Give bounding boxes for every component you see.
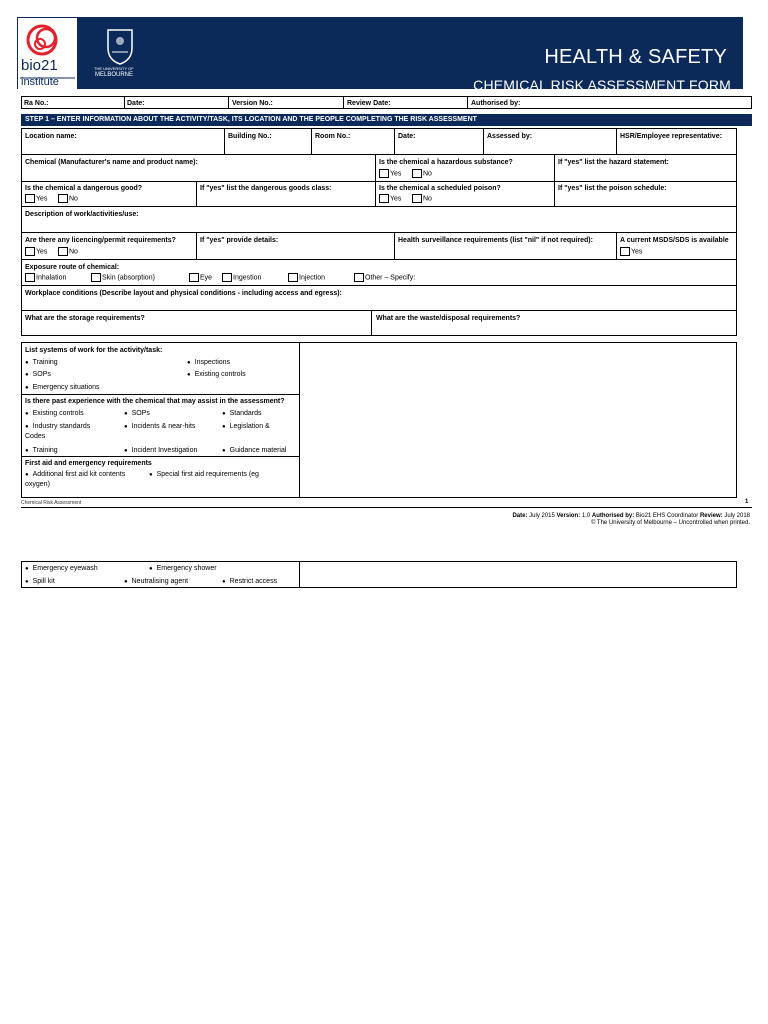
form-title: HEALTH & SAFETY: [544, 46, 727, 68]
past-standards: ● Standards: [222, 409, 262, 419]
location-name-label: Location name:: [25, 133, 77, 140]
exposure-inhalation[interactable]: Inhalation: [25, 273, 66, 283]
firstaid-oxygen: oxygen): [25, 481, 50, 488]
hazard-statement-label: If "yes" list the hazard statement:: [558, 159, 669, 166]
past-training: ● Training: [25, 446, 58, 456]
uom-text-2: MELBOURNE: [95, 72, 134, 78]
checkbox[interactable]: [189, 273, 199, 282]
systems-title: List systems of work for the activity/task:: [25, 347, 163, 354]
authorised-label: Authorised by:: [471, 100, 521, 107]
footer-meta: Date: July 2015 Version: 1.0 Authorised by: Bio21 EHS Coordinator Review: July 2018 © The University of Melbourne – Uncontrolled when printed.: [512, 513, 750, 526]
checkbox[interactable]: [222, 273, 232, 282]
version-label: Version No.:: [232, 100, 273, 107]
exposure-skin[interactable]: Skin (absorption): [91, 273, 155, 283]
emergency-shower: ● Emergency shower: [149, 564, 217, 574]
past-industry-standards: ● Industry standards: [25, 422, 90, 432]
past-incidents: ● Incidents & near-hits: [124, 422, 195, 432]
checkbox[interactable]: [412, 169, 422, 178]
checkbox[interactable]: [379, 194, 389, 203]
checkbox[interactable]: [25, 194, 35, 203]
systems-training: ● Training: [25, 358, 58, 368]
exposure-ingestion[interactable]: Ingestion: [222, 273, 261, 283]
poison-question: Is the chemical a scheduled poison?: [379, 185, 501, 192]
dangerous-no[interactable]: No: [58, 194, 78, 204]
firstaid-special: ● Special first aid requirements (eg: [149, 470, 259, 480]
logo-text-institute: institute: [21, 76, 59, 88]
exposure-injection[interactable]: Injection: [288, 273, 325, 283]
health-surveillance-label: Health surveillance requirements (list "nil" if not required):: [398, 237, 593, 244]
firstaid-kit: ● Additional first aid kit contents: [25, 470, 125, 480]
uom-text-1: THE UNIVERSITY OF: [94, 66, 134, 71]
licence-details-label: If "yes" provide details:: [200, 237, 279, 244]
chemical-label: Chemical (Manufacturer's name and product name):: [25, 159, 198, 166]
hazardous-question: Is the chemical a hazardous substance?: [379, 159, 513, 166]
assess-date-label: Date:: [398, 133, 416, 140]
neutralising-agent: ● Neutralising agent: [124, 577, 188, 587]
page-number: 1: [745, 499, 749, 505]
systems-sops: ● SOPs: [25, 370, 51, 380]
checkbox[interactable]: [91, 273, 101, 282]
systems-existing-controls: ● Existing controls: [187, 370, 246, 380]
checkbox[interactable]: [412, 194, 422, 203]
systems-inspections: ● Inspections: [187, 358, 230, 368]
licence-no[interactable]: No: [58, 247, 78, 257]
systems-table: [21, 342, 737, 498]
checkbox[interactable]: [58, 247, 68, 256]
past-incident-investigation: ● Incident Investigation: [124, 446, 197, 456]
dangerous-yes[interactable]: Yes: [25, 194, 47, 204]
past-guidance: ● Guidance material: [222, 446, 286, 456]
checkbox[interactable]: [25, 247, 35, 256]
licence-question: Are there any licencing/permit requirements?: [25, 237, 176, 244]
poison-no[interactable]: No: [412, 194, 432, 204]
hsr-label: HSR/Employee representative:: [620, 133, 722, 140]
description-label: Description of work/activities/use:: [25, 211, 139, 218]
hazardous-no[interactable]: No: [412, 169, 432, 179]
checkbox[interactable]: [58, 194, 68, 203]
checkbox[interactable]: [620, 247, 630, 256]
university-crest: [92, 26, 148, 82]
checkbox[interactable]: [288, 273, 298, 282]
step1-banner: STEP 1 – ENTER INFORMATION ABOUT THE ACTIVITY/TASK, ITS LOCATION AND THE PEOPLE COMPLETING THE RISK ASSESSMENT: [21, 114, 752, 126]
exposure-label: Exposure route of chemical:: [25, 264, 120, 271]
firstaid-title: First aid and emergency requirements: [25, 460, 152, 467]
dangerous-class-label: If "yes" list the dangerous goods class:: [200, 185, 332, 192]
checkbox[interactable]: [379, 169, 389, 178]
past-codes: Codes: [25, 433, 46, 440]
msds-yes[interactable]: Yes: [620, 247, 642, 257]
poison-yes[interactable]: Yes: [379, 194, 401, 204]
past-existing-controls: ● Existing controls: [25, 409, 84, 419]
form-subtitle: CHEMICAL RISK ASSESSMENT FORM: [473, 77, 731, 93]
logo-text-bio21: bio21: [21, 57, 58, 74]
waste-label: What are the waste/disposal requirements?: [376, 315, 521, 322]
assessed-by-label: Assessed by:: [487, 133, 533, 140]
past-title: Is there past experience with the chemical that may assist in the assessment?: [25, 398, 285, 405]
past-sops: ● SOPs: [124, 409, 150, 419]
workplace-label: Workplace conditions (Describe layout and physical conditions - including access and egress):: [25, 290, 342, 297]
msds-label: A current MSDS/SDS is available: [620, 237, 729, 244]
hazardous-yes[interactable]: Yes: [379, 169, 401, 179]
emergency-eyewash: ● Emergency eyewash: [25, 564, 98, 574]
dangerous-question: Is the chemical a dangerous good?: [25, 185, 143, 192]
building-no-label: Building No.:: [228, 133, 272, 140]
footer-doc-name: Chemical Risk Assessment: [21, 500, 82, 506]
room-no-label: Room No.:: [315, 133, 351, 140]
exposure-other[interactable]: Other – Specify:: [354, 273, 415, 283]
date-label: Date:: [127, 100, 145, 107]
ra-no-label: Ra No.:: [24, 100, 49, 107]
checkbox[interactable]: [354, 273, 364, 282]
bio21-logo: [18, 18, 77, 89]
licence-yes[interactable]: Yes: [25, 247, 47, 257]
poison-schedule-label: If "yes" list the poison schedule:: [558, 185, 667, 192]
spill-kit: ● Spill kit: [25, 577, 55, 587]
review-date-label: Review Date:: [347, 100, 391, 107]
systems-emergency: ● Emergency situations: [25, 383, 100, 393]
exposure-eye[interactable]: Eye: [189, 273, 212, 283]
restrict-access: ● Restrict access: [222, 577, 277, 587]
storage-label: What are the storage requirements?: [25, 315, 145, 322]
checkbox[interactable]: [25, 273, 35, 282]
past-legislation: ● Legislation &: [222, 422, 270, 432]
